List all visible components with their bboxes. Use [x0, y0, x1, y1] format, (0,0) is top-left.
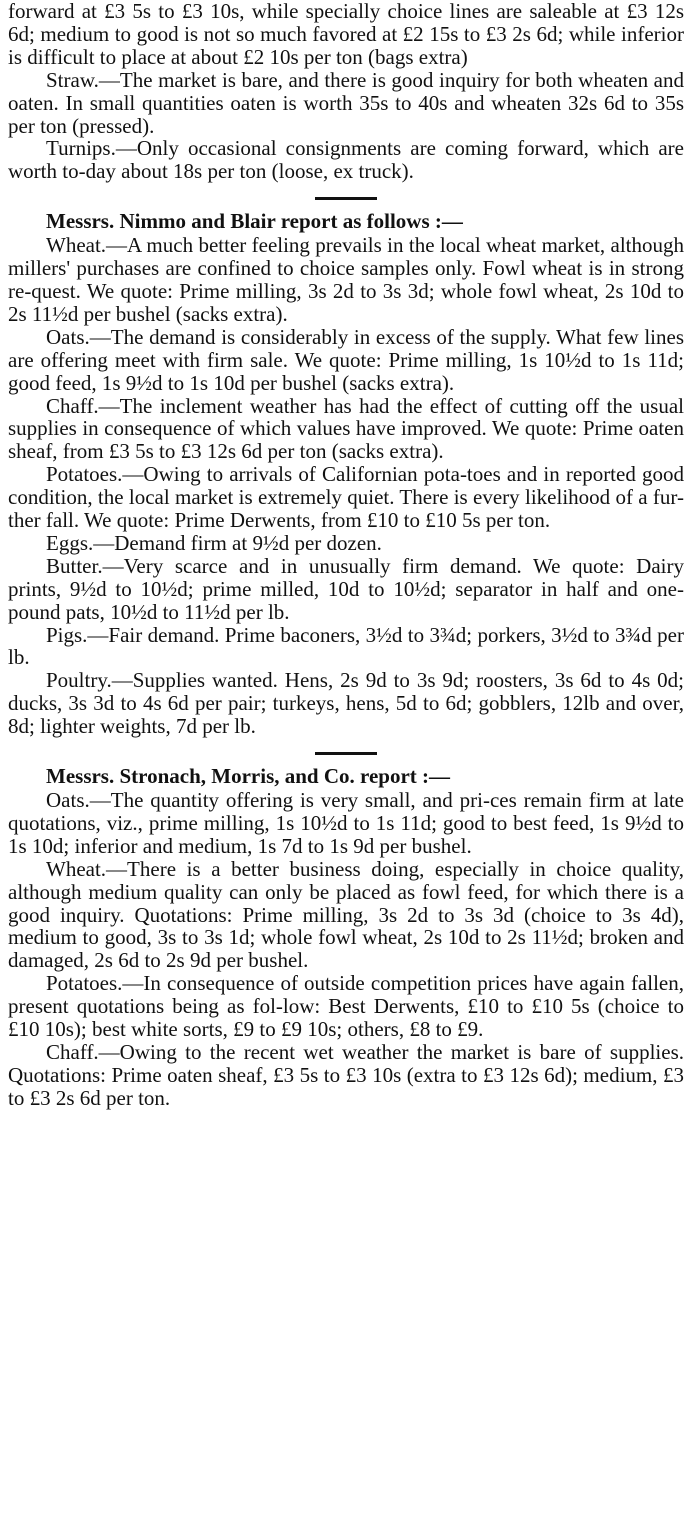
section-heading: Messrs. Nimmo and Blair report as follows :—	[46, 209, 463, 234]
paragraph-pigs: Pigs.—Fair demand. Prime baconers, 3½d to 3¾d; porkers, 3½d to 3¾d per lb.	[8, 622, 684, 670]
paragraph-turnips: Turnips.—Only occasional consignments are coming forward, which are worth to-day about 18s per ton (loose, ex truck).	[8, 136, 684, 184]
section-heading: Messrs. Stronach, Morris, and Co. report :—	[46, 764, 451, 789]
stronach-morris-report	[8, 765, 684, 1110]
paragraph-straw: Straw.—The market is bare, and there is good inquiry for both wheaten and oaten. In small quantities oaten is worth 35s to 40s and wheaten 32s 6d to 35s per ton (pressed).	[8, 67, 684, 138]
paragraph-chaff: Chaff.—Owing to the recent wet weather the market is bare of supplies. Quotations: Prime oaten sheaf, £3 5s to £3 10s (extra to £3 12s 6d); medium, £3 to £3 2s 6d per ton.	[8, 1039, 684, 1110]
section-divider	[315, 197, 377, 200]
produce-report-continued	[8, 0, 684, 183]
paragraph-chaff: Chaff.—The inclement weather has had the effect of cutting off the usual supplies in consequence of which values have improved. We quote: Prime oaten sheaf, from £3 5s to £3 12s 6d per ton (sacks extra).	[8, 393, 684, 464]
paragraph-potatoes: Potatoes.—Owing to arrivals of Californian pota-toes and in reported good condition, the local market is extremely quiet. There is every likelihood of a fur-ther fall. We quote: Prime Derwents, from £10 to £10 5s per ton.	[8, 462, 684, 533]
paragraph-butter: Butter.—Very scarce and in unusually firm demand. We quote: Dairy prints, 9½d to 10½d; prime milled, 10d to 10½d; separator in half and one-pound pats, 10½d to 11½d per lb.	[8, 553, 684, 624]
nimmo-blair-report	[8, 210, 684, 738]
paragraph-wheat: Wheat.—A much better feeling prevails in the local wheat market, although millers' purchases are confined to choice samples only. Fowl wheat is in strong re-quest. We quote: Prime milling, 3s 2d to 3s 3d; whole fowl wheat, 2s 10d to 2s 11½d per bushel (sacks extra).	[8, 233, 684, 326]
section-divider	[315, 752, 377, 755]
paragraph-eggs: Eggs.—Demand firm at 9½d per dozen.	[46, 530, 382, 555]
paragraph-potatoes: Potatoes.—In consequence of outside competition prices have again fallen, present quotations being as fol-low: Best Derwents, £10 to £10 5s (choice to £10 10s); best white sorts, £9 to £9 10s; others, £8 to £9.	[8, 971, 684, 1042]
paragraph-oats: Oats.—The quantity offering is very small, and pri-ces remain firm at late quotations, viz., prime milling, 1s 10½d to 1s 11d; good to best feed, 1s 9½d to 1s 10d; inferior and medium, 1s 7d to 1s 9d per bushel.	[8, 788, 684, 858]
paragraph-poultry: Poultry.—Supplies wanted. Hens, 2s 9d to 3s 9d; roosters, 3s 6d to 4s 0d; ducks, 3s 3d to 4s 6d per pair; turkeys, hens, 5d to 6d; gobblers, 12lb and over, 8d; lighter weights, 7d per lb.	[8, 668, 684, 739]
paragraph-oats: Oats.—The demand is considerably in excess of the supply. What few lines are offering meet with firm sale. We quote: Prime milling, 1s 10½d to 1s 11d; good feed, 1s 9½d to 1s 10d per bushel (sacks extra).	[8, 324, 684, 395]
paragraph-wheat: Wheat.—There is a better business doing, especially in choice quality, although medium quality can only be placed as fowl feed, for which there is a good inquiry. Quotations: Prime milling, 3s 2d to 3s 3d (choice to 3s 4d), medium to good, 3s to 3s 1d; whole fowl wheat, 2s 10d to 2s 11½d; broken and damaged, 2s 6d to 2s 9d per bushel.	[8, 856, 684, 973]
paragraph-hay-continued: forward at £3 5s to £3 10s, while specially choice lines are saleable at £3 12s 6d; medium to good is not so much favored at £2 15s to £3 2s 6d; while inferior is difficult to place at about £2 10s per ton (bags extra)	[8, 0, 684, 69]
